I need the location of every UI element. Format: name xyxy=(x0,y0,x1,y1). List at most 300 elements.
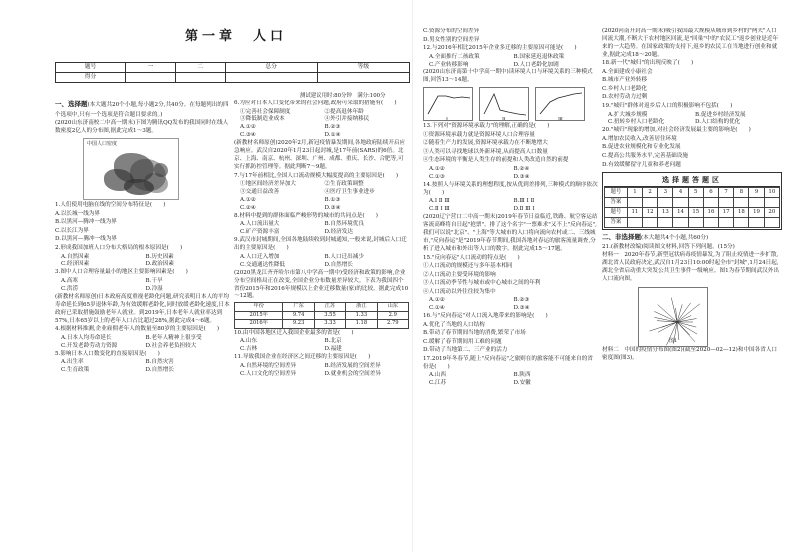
flow-line xyxy=(677,304,700,322)
question-text xyxy=(602,77,782,85)
model-label: Ⅲ xyxy=(558,117,563,122)
question-text xyxy=(234,270,409,302)
option-item: C.人口文化的空间差异 xyxy=(240,370,297,377)
answer-cell[interactable] xyxy=(734,218,749,228)
question-text xyxy=(423,313,598,321)
column-divider xyxy=(412,0,413,552)
question-text xyxy=(602,69,782,77)
answer-box xyxy=(602,172,782,230)
model-curve xyxy=(540,93,582,114)
answer-cell[interactable] xyxy=(688,218,703,228)
option-item: D.就业机会的空间差异 xyxy=(324,370,381,377)
answer-cell: 13 xyxy=(658,208,673,218)
model-chart-1 xyxy=(423,87,473,121)
text-run: A.增加农民收入,改善居住环境 xyxy=(602,135,677,142)
question-text xyxy=(602,347,782,363)
text-run: 17.2019年冬春节,随上"反向春运"之旅则在的旅客能不可能来自的省份是( ) xyxy=(423,355,593,370)
answer-cell[interactable] xyxy=(643,198,658,208)
model-label: Ⅱ xyxy=(502,117,506,122)
answer-cell: 11 xyxy=(627,208,642,218)
option-item: ③交通日益改善 xyxy=(240,189,280,196)
option-item: A.①② xyxy=(429,166,445,172)
model-chart-3 xyxy=(535,87,585,121)
option-item: A.①② xyxy=(240,197,256,204)
text-run: (2020山东济南第十中学高一期中)读环境人口与环境关系的三种模式图,回答13～14题。 xyxy=(423,69,593,84)
option-item: D.社会养老负担较大 xyxy=(145,342,197,349)
column-1 xyxy=(55,100,230,552)
option-item: D.安徽 xyxy=(513,380,531,387)
text-run: 7.与17年前相比,全国人口流动规模大幅度提高的主要原因是( ) xyxy=(234,172,399,179)
flow-line xyxy=(677,319,697,323)
option-row xyxy=(234,205,409,213)
text-run: B.促进农业规模化和专业化发展 xyxy=(602,144,681,151)
question-text xyxy=(423,182,598,198)
answer-cell: 题号 xyxy=(605,188,628,198)
option-item: A.①② xyxy=(429,297,445,304)
option-row xyxy=(234,197,409,205)
option-item: C.洪涝 xyxy=(61,285,79,292)
option-row xyxy=(234,338,409,346)
answer-cell: 10 xyxy=(764,188,779,198)
option-row xyxy=(55,278,230,286)
option-row xyxy=(423,305,598,313)
table-cell: 3.55 xyxy=(314,311,345,320)
answer-cell: 9 xyxy=(749,188,764,198)
density-region xyxy=(154,163,168,177)
option-item: B.②④ xyxy=(513,166,530,172)
answer-cell[interactable] xyxy=(643,218,658,228)
option-row xyxy=(234,189,409,197)
text-run: 6.为应对日本人口变化带来的社会问题,政府可采取的措施有( ) xyxy=(234,100,397,106)
question-text xyxy=(602,103,782,111)
question-text xyxy=(602,136,782,144)
option-item: A.出生率 xyxy=(61,359,84,366)
answer-cell[interactable] xyxy=(688,198,703,208)
option-item: ①地区间经济差异加大 xyxy=(240,181,296,188)
answer-cell: 答案 xyxy=(605,218,628,228)
table-cell: 2.79 xyxy=(377,320,408,329)
text-run: B.以黑河—腾冲一线为界 xyxy=(55,219,117,226)
table-cell: 1.18 xyxy=(346,320,377,329)
score-cell[interactable] xyxy=(175,73,225,83)
answer-cell: 20 xyxy=(764,208,779,218)
answer-cell[interactable] xyxy=(749,218,764,228)
table-cell: 9.74 xyxy=(283,311,314,320)
answer-cell: 答案 xyxy=(605,198,628,208)
question-text xyxy=(423,263,598,271)
answer-cell: 15 xyxy=(688,208,703,218)
option-item: ③降低制造业成本 xyxy=(240,116,285,123)
answer-cell: 7 xyxy=(719,188,734,198)
question-text xyxy=(55,326,230,334)
option-item: B.Ⅲ Ⅰ Ⅱ xyxy=(513,198,535,205)
question-text xyxy=(602,127,782,135)
option-row xyxy=(234,262,409,270)
answer-cell: 3 xyxy=(658,188,673,198)
answer-cell[interactable] xyxy=(658,198,673,208)
option-item: C.③④ xyxy=(240,132,256,139)
china-density-map xyxy=(83,138,179,200)
score-cell: 题号 xyxy=(56,63,126,73)
text-run: 10.由中国各地区迁入我国企业最多的省是( ) xyxy=(234,329,354,336)
section-note: (本大题共20个小题,每小题2分,共40分。在每题列出的四个选项中,只有一个选项是符合题目要求的。) xyxy=(55,102,229,118)
option-item: B.国家延迟退休政策 xyxy=(513,53,565,60)
flow-line xyxy=(671,298,677,322)
option-item: A.扩大城乡规模 xyxy=(608,111,648,118)
answer-cell[interactable] xyxy=(764,198,779,208)
text-run: A.优化了当地的人口结构 xyxy=(423,321,485,328)
flow-line xyxy=(654,312,677,323)
table-cell: 2015年 xyxy=(235,311,283,320)
option-item: B.人口迁出减少 xyxy=(324,253,364,260)
option-item: ①完善社会保障制度 xyxy=(240,108,291,115)
text-run: 14.按照人与环境关系的理想程度,按从优到差排列,三种模式的顺序依次为( ) xyxy=(423,181,598,196)
question-text xyxy=(423,272,598,280)
question-text xyxy=(423,149,598,157)
question-text xyxy=(55,269,230,277)
option-item: B.①③ xyxy=(324,197,341,204)
option-item: B.自然灾害 xyxy=(145,359,174,366)
option-item: B.干旱 xyxy=(145,277,163,284)
score-table xyxy=(55,62,410,83)
option-item: D.③④ xyxy=(513,173,530,180)
option-item: D.人口老龄化加剧 xyxy=(513,61,559,68)
option-item: A.人口流出量大 xyxy=(240,221,280,228)
question-text xyxy=(234,100,409,108)
answer-cell[interactable] xyxy=(703,198,718,208)
question-text xyxy=(423,347,598,355)
option-item: A.山西 xyxy=(429,372,447,379)
text-run: 9.武汉市封城期间,全国各地陆续收到封城通知,一般来说,封城后人口迁出的主要原因是( ) xyxy=(234,237,407,252)
answer-cell: 17 xyxy=(719,208,734,218)
column-2 xyxy=(234,100,409,552)
option-item: ④外引并接纳移民 xyxy=(324,116,370,123)
option-item: C.生育政策 xyxy=(61,367,90,374)
exam-meta: 测试建议用时:80分钟 满分:100分 xyxy=(300,93,386,99)
question-text xyxy=(602,28,782,60)
option-item: C.吉林 xyxy=(240,346,258,353)
option-row xyxy=(55,286,230,294)
score-cell: 总分 xyxy=(225,63,317,73)
answer-cell[interactable] xyxy=(673,218,688,228)
question-text xyxy=(55,245,230,253)
text-run: (2020山东济南校二中高一期末)下图为腾讯QQ发布的我国同时在线人数密度2亿人的分布图,据此完成1～3题。 xyxy=(55,120,229,135)
option-item: ④医疗卫生事业进步 xyxy=(324,189,375,196)
question-text xyxy=(602,86,782,94)
text-run: 二、非选择题 xyxy=(602,233,641,242)
option-item: B.②③ xyxy=(513,297,530,304)
question-text xyxy=(602,252,782,284)
text-run: B.带动了春节期间当地的消费,繁荣了市场 xyxy=(423,330,526,337)
option-item: B.促进乡村经济发展 xyxy=(695,111,746,118)
flow-line xyxy=(677,322,679,340)
answer-cell: 题号 xyxy=(605,208,628,218)
text-run: 12.与2016年相比2015年企业多迁移的主要原因可能是( ) xyxy=(423,45,577,52)
text-run: ④生态环境的平衡是人类生存的前提和人类改造自然的前提 xyxy=(423,157,569,164)
table-cell: 2.9 xyxy=(377,311,408,320)
option-item: C.②④ xyxy=(240,204,256,211)
text-run: (2020辽宁营口二中高一期末)2019年春节日益临近,铁路、航空客运站客流高峰将自日起"抢票"。排了这个名字"一票难求"又不上"反向春运",我们可以说"北京"、"上海"等大城市的人口将向流向农村或二、三线城市,"反向春运"是"2019年春节期间,我国各地对春运的旅客流量调查,分析了进入城市和外出等人口的数字。据此完成15～17题。 xyxy=(423,214,598,252)
option-item: D.人口结构的优化 xyxy=(695,119,741,126)
text-run: 材料二 中国的疫情分布图(图2)(截至2020—02—12)和中国各省人口密度图(图3)。 xyxy=(602,347,778,362)
text-run: ①人口流动的规模还与多年基本相同 xyxy=(423,263,513,270)
text-run: 21.(新教材改编)阅读图文材料,回答下列问题。(15分) xyxy=(602,243,735,250)
text-run: B.城市产业外转移 xyxy=(602,77,648,84)
option-item: A.自然环境的空间差异 xyxy=(240,362,297,369)
option-item: B.自然环境优良 xyxy=(324,221,364,228)
column-3 xyxy=(423,28,598,552)
text-run: 一、选择题 xyxy=(55,100,88,108)
text-run: 19."城归"群体对返乡后人口的积极影响不包括( ) xyxy=(602,103,733,109)
answer-cell: 1 xyxy=(627,188,642,198)
option-row xyxy=(55,367,230,375)
text-run: 4.根据材料推测,企业雇佣老年人的数量至80岁的主要原因是( ) xyxy=(55,326,220,333)
question-text xyxy=(602,144,782,152)
option-item: D.冷湿 xyxy=(145,285,163,292)
score-cell[interactable] xyxy=(225,73,317,83)
answer-cell[interactable] xyxy=(673,198,688,208)
score-cell: 一 xyxy=(126,63,176,73)
section-heading xyxy=(55,100,230,120)
option-item: A.高寒 xyxy=(61,277,79,284)
answer-cell: 16 xyxy=(703,208,718,218)
text-run: D.男女性别的空间差异 xyxy=(423,36,480,43)
text-run: ④人口流动以外往往较为集中 xyxy=(423,288,496,295)
option-item: B.老年人精神上很享受 xyxy=(145,334,202,341)
score-cell[interactable] xyxy=(126,73,176,83)
question-text xyxy=(423,37,598,45)
option-item: ②提高退休年龄 xyxy=(324,108,364,115)
question-text xyxy=(602,60,782,68)
text-run: 材料一 2020年春节,新型冠状病毒疫情暴发,为了阻止疫情进一步扩散,湖北省人民政府决定,武汉自1月23日10:00时起全市"封城",1月24日起,湖北全省启动重大突发公共卫生事件一级响应。图1为春节期间武汉外出人口流向图。 xyxy=(602,252,779,283)
answer-cell: 18 xyxy=(734,208,749,218)
question-text xyxy=(55,202,230,210)
score-cell: 得分 xyxy=(56,73,126,83)
score-cell: 等级 xyxy=(317,63,409,73)
option-item: B.历史因素 xyxy=(145,253,174,260)
option-item: D.①④ xyxy=(324,132,341,139)
table-cell: 山东 xyxy=(377,303,408,312)
text-run: 13.下列对"资源环境承载力"的理解,正确的是( ) xyxy=(423,123,550,130)
text-run: 5.影响日本人口数变化的直接原因是( ) xyxy=(55,350,160,357)
text-run: C.资源分布的空间差异 xyxy=(423,28,480,34)
question-text xyxy=(423,322,598,330)
option-item: D.Ⅱ Ⅲ Ⅰ xyxy=(513,206,535,213)
option-item: C.江苏 xyxy=(429,380,447,387)
answer-cell: 5 xyxy=(688,188,703,198)
answer-cell: 14 xyxy=(673,208,688,218)
model-charts xyxy=(423,87,598,121)
flow-line xyxy=(658,305,677,323)
question-text xyxy=(423,255,598,263)
answer-cell: 19 xyxy=(749,208,764,218)
option-item: C.交通通达性降低 xyxy=(240,261,286,268)
table-cell: 年份 xyxy=(235,303,283,312)
flow-line xyxy=(677,305,682,323)
text-run: D.以黑河—腾冲一线为界 xyxy=(55,236,118,243)
answer-cell[interactable] xyxy=(703,218,718,228)
option-item: D.福建 xyxy=(324,346,342,353)
option-item: D.③④ xyxy=(324,204,341,211)
option-row xyxy=(234,371,409,379)
option-item: ②生育政策调整 xyxy=(324,181,364,188)
question-text xyxy=(423,123,598,131)
question-text xyxy=(55,120,230,136)
option-item: C.扭转乡村人口老龄化 xyxy=(608,119,665,126)
question-text xyxy=(423,289,598,297)
question-text xyxy=(602,162,782,170)
option-row xyxy=(423,166,598,174)
option-item: A.山东 xyxy=(240,338,258,345)
option-item: A.全面推行二孩政策 xyxy=(429,53,480,60)
model-curve xyxy=(484,94,526,115)
outflow-map xyxy=(638,287,708,347)
question-text xyxy=(423,132,598,140)
question-text xyxy=(55,211,230,219)
answer-cell[interactable] xyxy=(627,218,642,228)
option-item: C.①③ xyxy=(429,173,445,180)
question-text xyxy=(423,339,598,347)
answer-cell: 12 xyxy=(643,208,658,218)
question-text xyxy=(602,244,782,252)
answer-cell[interactable] xyxy=(749,198,764,208)
option-item: C.产业转移影响 xyxy=(429,61,469,68)
answer-cell[interactable] xyxy=(719,198,734,208)
density-region xyxy=(124,179,154,195)
text-run: A.以长城一线为界 xyxy=(55,210,100,217)
option-item: D.政治因素 xyxy=(145,261,174,268)
text-run: C.以长江为界 xyxy=(55,227,89,234)
text-run: 11.导致我国企业在经济区之间迁移的主要原因是( ) xyxy=(234,354,371,361)
option-item: A.①② xyxy=(240,124,256,131)
text-run: ②随着生产力的发展,资源环境承载力在不断地增大 xyxy=(423,140,548,147)
map-title: 中国人口密度 xyxy=(87,141,118,148)
model-chart-2 xyxy=(479,87,529,121)
question-text xyxy=(423,214,598,254)
text-run: (2020黑龙江齐齐哈尔市第八中学高一期中)受经济和政策的影响,企业分布空间格局正在改变,全国企业分布数量差异较大。下表为我国四个省份2015年和2016年规模以上企业迁移数量(家)的比较。据此完成10～12题。 xyxy=(234,269,409,300)
table-cell: 3.33 xyxy=(314,320,345,329)
question-text xyxy=(234,140,409,172)
answer-cell: 4 xyxy=(673,188,688,198)
option-item: A.Ⅰ Ⅱ Ⅲ xyxy=(429,198,450,205)
option-item: B.北京 xyxy=(324,338,342,345)
option-item: D.经济发达 xyxy=(324,229,353,236)
answer-cell[interactable] xyxy=(764,218,779,228)
text-run: 2.形成我国加班人口分布大格局的根本原因是( ) xyxy=(55,245,183,251)
question-text xyxy=(55,294,230,326)
table-cell: 9.23 xyxy=(283,320,314,329)
answer-cell: 2 xyxy=(643,188,658,198)
text-run: 1.人们使用电脑在线的空间分布特征是( ) xyxy=(55,202,166,209)
text-run: ③人口流动季节性与城市或中心城市之间的年利 xyxy=(423,280,541,287)
option-item: C.开发老龄劳动力资源 xyxy=(61,342,118,349)
model-label: Ⅰ xyxy=(446,117,448,122)
option-row xyxy=(423,198,598,206)
option-row xyxy=(423,372,598,380)
table-cell: 江苏 xyxy=(314,303,345,312)
answer-cell[interactable] xyxy=(627,198,642,208)
text-run: 3.图中人口合理容量最小的地区主要影响因素是( ) xyxy=(55,269,188,276)
option-item: C.①④ xyxy=(429,305,445,312)
option-row xyxy=(423,54,598,62)
option-row xyxy=(423,174,598,182)
column-4 xyxy=(602,28,782,552)
section-heading xyxy=(602,233,782,243)
data-table xyxy=(234,302,409,329)
option-row xyxy=(234,181,409,189)
option-item: D.自然增长 xyxy=(324,261,353,268)
page-title: 第一章 人口 xyxy=(185,29,288,44)
text-run: C.提高公共服务水平,完善基础设施 xyxy=(602,153,688,159)
text-run: A.全面建成小康社会 xyxy=(602,68,653,75)
text-run: C.乡村人口老龄化 xyxy=(602,85,648,92)
question-text xyxy=(602,153,782,161)
question-text xyxy=(423,140,598,148)
question-text xyxy=(55,228,230,236)
answer-cell[interactable] xyxy=(734,198,749,208)
question-text xyxy=(234,173,409,181)
text-run: C.缓解了春节期间用工难的问题 xyxy=(423,338,502,345)
option-row xyxy=(234,254,409,262)
question-text xyxy=(55,219,230,227)
option-row xyxy=(55,343,230,351)
answer-table xyxy=(604,187,780,228)
model-curve xyxy=(428,96,470,114)
option-item: D.自然增长 xyxy=(145,367,174,374)
answer-cell: 8 xyxy=(734,188,749,198)
table-cell: 浙江 xyxy=(346,303,377,312)
text-run: 15."反向春运"人口流动的特点是( ) xyxy=(423,254,520,261)
question-text xyxy=(423,330,598,338)
option-item: C.经济因素 xyxy=(61,261,90,268)
answer-box-title: 选择题答题区 xyxy=(604,174,780,187)
text-run: ①资源环境承载力就是资源环境人口合理容量 xyxy=(423,131,535,138)
text-run: D.带动了当地第二、三产业的活力 xyxy=(423,347,508,354)
question-text xyxy=(423,280,598,288)
text-run: D.农村劳动力过剩 xyxy=(602,94,648,101)
question-text xyxy=(234,213,409,221)
text-run: ②人口流动主要受环境的影响 xyxy=(423,271,496,278)
option-item: A.人口迁入增加 xyxy=(240,253,280,260)
option-row xyxy=(234,363,409,371)
question-text xyxy=(234,237,409,253)
table-cell: 2016年 xyxy=(235,320,283,329)
option-row xyxy=(234,124,409,132)
question-text xyxy=(423,45,598,53)
question-text xyxy=(423,157,598,165)
option-item: C.Ⅱ Ⅰ Ⅲ xyxy=(429,206,450,213)
table-cell: 广东 xyxy=(283,303,314,312)
text-run: 8.材料中提到的群体面临严峻形势的城市的共同点是( ) xyxy=(234,212,378,219)
option-row xyxy=(234,116,409,124)
option-item: B.②③ xyxy=(324,124,341,131)
question-text xyxy=(423,28,598,36)
score-cell[interactable] xyxy=(317,73,409,83)
question-text xyxy=(234,330,409,338)
option-item: C.矿产资源丰富 xyxy=(240,229,280,236)
answer-cell[interactable] xyxy=(719,218,734,228)
text-run: (新教材名师原创)2020年2月,新冠疫情暴发期间,各地政府陆续开启应急响应。武汉自2020年1月23日起封城,是17年前(SARS)的6倍。北京、上海、南京、杭州、深圳、广州、成都、重庆、长沙、合肥等,可实行抓防控管理等。据此判断7～9题。 xyxy=(234,140,406,171)
answer-cell[interactable] xyxy=(658,218,673,228)
text-run: ③人类可以寻找地球以外新环境,从而提高人口数量 xyxy=(423,148,548,155)
option-row xyxy=(423,297,598,305)
text-run: 16.与"反向春运"对人口流入地带来的影响是( ) xyxy=(423,313,548,320)
option-row xyxy=(423,380,598,388)
option-row xyxy=(55,335,230,343)
section-note: (本大题共4个小题,共60分) xyxy=(641,235,709,242)
question-text xyxy=(602,94,782,102)
question-text xyxy=(55,236,230,244)
